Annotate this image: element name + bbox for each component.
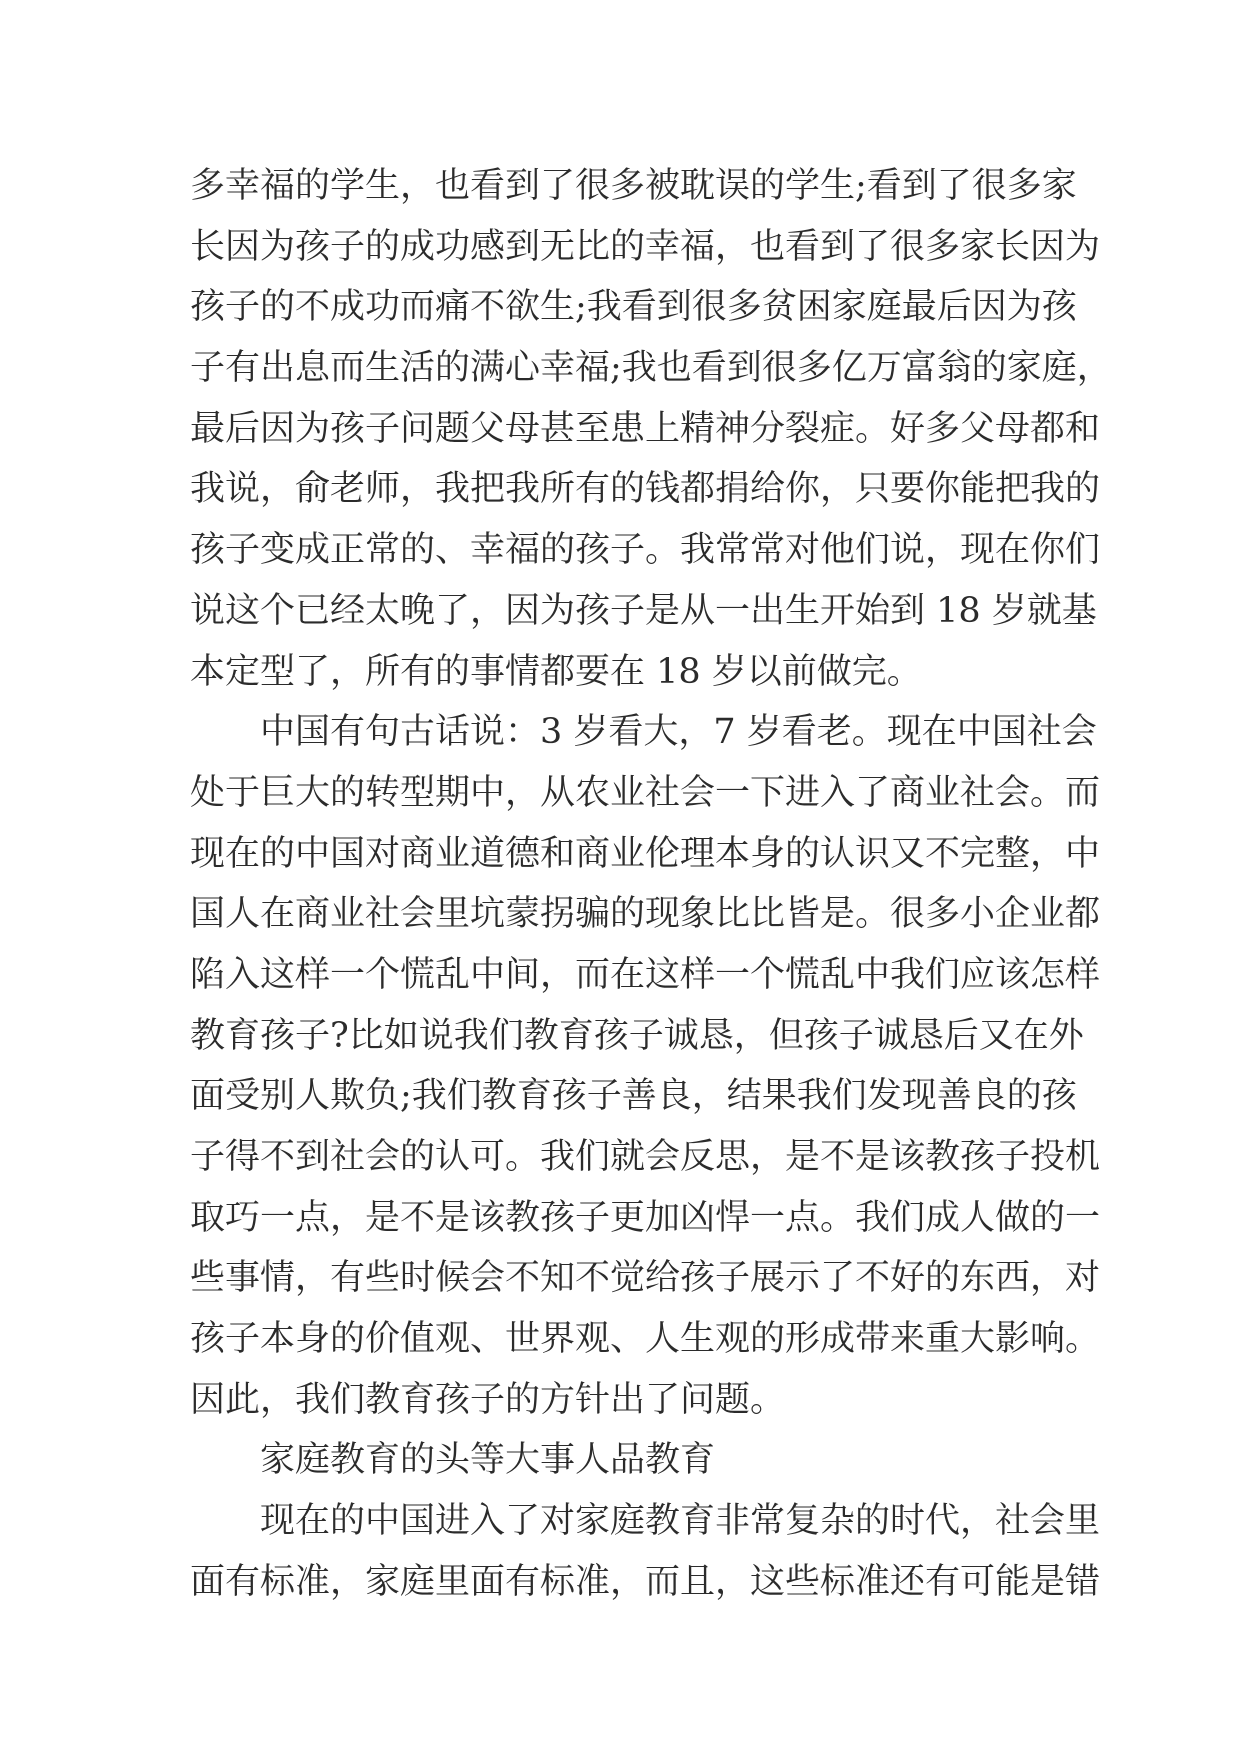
text-line: 现在的中国对商业道德和商业伦理本身的认识又不完整，中 [190,833,1101,874]
text-line: 最后因为孩子问题父母甚至患上精神分裂症。好多父母都和 [190,408,1101,449]
text-line: 孩子的不成功而痛不欲生;我看到很多贫困家庭最后因为孩 [190,287,1077,328]
text-line: 长因为孩子的成功感到无比的幸福，也看到了很多家长因为 [190,226,1101,267]
text-line: 我说，俞老师，我把我所有的钱都捐给你，只要你能把我的 [190,469,1101,510]
text-line: 处于巨大的转型期中，从农业社会一下进入了商业社会。而 [190,772,1101,813]
paragraph-first-line: 家庭教育的头等大事人品教育 [260,1440,716,1481]
text-line: 孩子变成正常的、幸福的孩子。我常常对他们说，现在你们 [190,530,1101,571]
paragraph-first-line: 中国有句古话说：3 岁看大，7 岁看老。现在中国社会 [260,712,1097,753]
text-line: 国人在商业社会里坑蒙拐骗的现象比比皆是。很多小企业都 [190,894,1101,935]
text-line: 陷入这样一个慌乱中间，而在这样一个慌乱中我们应该怎样 [190,954,1101,995]
text-line: 面有标准，家庭里面有标准，而且，这些标准还有可能是错 [190,1561,1101,1602]
text-line: 因此，我们教育孩子的方针出了问题。 [190,1379,786,1420]
text-line: 些事情，有些时候会不知不觉给孩子展示了不好的东西，对 [190,1258,1101,1299]
text-line: 子有出息而生活的满心幸福;我也看到很多亿万富翁的家庭， [190,348,1112,389]
paragraph-first-line: 现在的中国进入了对家庭教育非常复杂的时代，社会里 [260,1501,1101,1542]
text-line: 子得不到社会的认可。我们就会反思，是不是该教孩子投机 [190,1137,1101,1177]
text-line: 教育孩子?比如说我们教育孩子诚恳，但孩子诚恳后又在外 [190,1015,1084,1056]
text-line: 本定型了，所有的事情都要在 18 岁以前做完。 [190,651,922,692]
text-line: 取巧一点，是不是该教孩子更加凶悍一点。我们成人做的一 [190,1197,1101,1238]
body-text [190,156,1112,1613]
text-line: 说这个已经太晚了，因为孩子是从一出生开始到 18 岁就基 [190,590,1097,631]
text-line: 多幸福的学生，也看到了很多被耽误的学生;看到了很多家 [190,166,1077,206]
text-line: 孩子本身的价值观、世界观、人生观的形成带来重大影响。 [190,1319,1101,1360]
text-line: 面受别人欺负;我们教育孩子善良，结果我们发现善良的孩 [190,1076,1077,1117]
